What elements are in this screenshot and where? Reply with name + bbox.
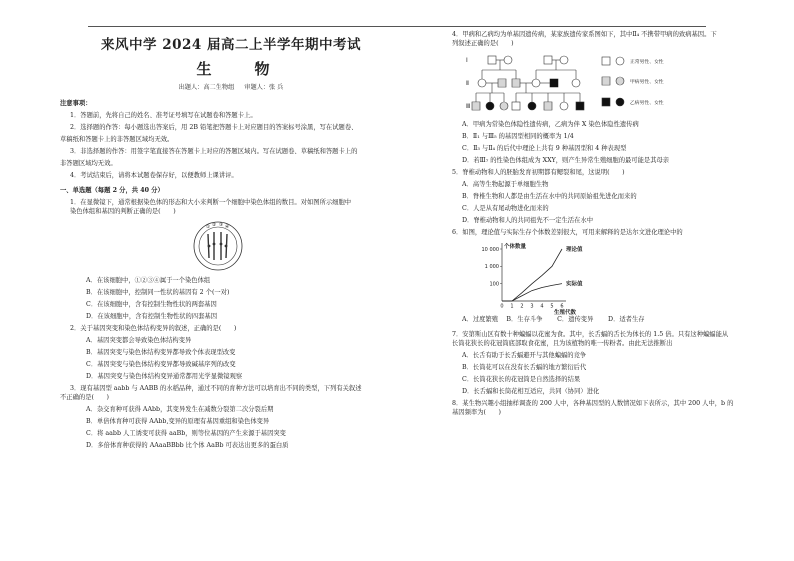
- generation-label: Ⅰ: [466, 57, 468, 64]
- option: C．Ⅱ₃ 与Ⅱ₄ 的后代中理论上共有 9 种基因型和 4 种表现型: [462, 145, 627, 152]
- question-stem: 列叙述正确的是( ): [452, 40, 514, 47]
- option: C．长筒花狭长的花冠筒是自然选择的结果: [462, 376, 581, 383]
- subject-title: 生 物: [196, 60, 284, 78]
- question-stem: 8．某生物兴趣小组抽样调查的 200 人中，各种基因型的人数情况如下表所示，其中 200 人中，b 的: [452, 400, 734, 407]
- option: C．遗传变异: [557, 316, 594, 323]
- right-column: [452, 30, 762, 417]
- x-tick-label: 2: [520, 303, 524, 310]
- option: A．甲病为常染色体隐性遗传病，乙病为伴 X 染色体隐性遗传病: [462, 121, 639, 128]
- option: D．长舌蝠和长筒花相互适应，共同（协同）进化: [462, 388, 600, 395]
- option: A．高等生物起源于单细胞生物: [462, 181, 549, 188]
- generation-label: Ⅱ: [466, 80, 469, 87]
- question-stem: 5．脊椎动物和人的胚胎发育初期都有鳃裂和尾，这说明( ): [452, 169, 625, 176]
- option: B．基因突变与染色体结构变异都导致个体表现型改变: [86, 349, 236, 356]
- cell-label: ②: [212, 223, 217, 228]
- option: A．过度繁殖: [462, 316, 499, 323]
- authors-line: [60, 82, 402, 91]
- x-tick-label: 6: [560, 303, 564, 310]
- left-column: [60, 30, 402, 450]
- legend-label: 甲病男性、女性: [630, 80, 664, 85]
- x-tick-label: 1: [510, 303, 514, 310]
- cell-label: ①: [206, 225, 211, 230]
- option: B．单倍体育种可获得 AAbb,变异的原理有基因重组和染色体变异: [86, 418, 270, 425]
- legend-label: 正常男性、女性: [630, 60, 664, 65]
- question-stem: 7．安第斯山区有数十种蝙蝠以花蜜为食。其中，长舌蝠的舌长为体长的 1.5 倍。只有这种蝙蝠能从: [452, 331, 729, 338]
- option: C．将 aabb 人工诱变可获得 aaBb，则等位基因的产生来源于基因突变: [86, 430, 286, 437]
- option: C．在该细胞中，含有控制生物性状的两套基因: [86, 301, 217, 308]
- population-chart: [452, 237, 762, 315]
- x-tick-label: 4: [540, 303, 544, 310]
- option: D．若Ⅲ₇ 的性染色体组成为 XXY，则产生异常生殖细胞的最可能是其母亲: [462, 157, 670, 164]
- option: A．在该细胞中，①②③④属于一个染色体组: [86, 277, 211, 284]
- y-tick-label: 10 000: [481, 246, 499, 253]
- question-stem: 3．现有基因型 aabb 与 AABB 的水稻品种，通过不同的育种方法可以培育出不同的类型，下列有关叙述: [70, 385, 362, 392]
- top-rule: [88, 26, 706, 27]
- question-stem: 2．关于基因突变和染色体结构变异的叙述，正确的是( ): [70, 325, 237, 332]
- notice-line: 1．答题前，先将自己的姓名、准考证号填写在试题卷和答题卡上。: [70, 112, 257, 119]
- option: D．基因突变与染色体结构变异通常都用光学显微镜观察: [86, 373, 243, 380]
- pedigree-figure: [452, 48, 762, 120]
- option-line: [452, 315, 762, 324]
- y-axis-label: 个体数量: [504, 244, 527, 250]
- x-tick-label: 3: [530, 303, 534, 310]
- notice-line: 2．选择题的作答：每小题选出答案后，用 2B 铅笔把答题卡上对应题目的答案标号涂黑，写在试题卷、: [70, 124, 358, 131]
- option: B．脊椎生物和人都是由生活在水中的共同原始祖先进化而来的: [462, 193, 637, 200]
- option: A．长舌有助于长舌蝠避开与其他蝙蝠的竞争: [462, 352, 587, 359]
- x-axis-label: 生殖代数: [554, 310, 577, 315]
- option: C．基因突变与染色体结构变异都导致碱基序列的改变: [86, 361, 236, 368]
- exam-title: 来风中学 2024 届高二上半学年期中考试: [101, 37, 361, 53]
- option: B．长筒花可以在没有长舌蝠的地方繁衍后代: [462, 364, 587, 371]
- cell-figure: [60, 216, 402, 276]
- x-tick-label: 5: [550, 303, 554, 310]
- question-stem: 染色体组和基因的判断正确的是( ): [70, 208, 176, 215]
- y-tick-label: 1 000: [484, 264, 499, 271]
- setter-label: 出题人：高二生物组: [178, 84, 235, 91]
- option: D．脊椎动物和人的共同祖先不一定生活在水中: [462, 217, 593, 224]
- series-label: 理论值: [566, 247, 583, 253]
- notice-line: 非答题区域均无效。: [60, 160, 117, 167]
- notice-heading: 注意事项：: [60, 100, 92, 107]
- question-stem: 4．甲病和乙病均为单基因遗传病，某家族遗传家系图如下，其中Ⅱ₄ 不携带甲病的致病基因。下: [452, 31, 717, 38]
- reviewer-label: 审题人：张 兵: [244, 84, 284, 91]
- option: D．适者生存: [608, 316, 645, 323]
- notice-line: 3．非选择题的作答：用签字笔直接答在答题卡上对应的答题区域内。写在试题卷、草稿纸和答题卡上的: [70, 148, 358, 155]
- x-tick-label: 0: [500, 303, 504, 310]
- section-heading: 一、单选题（每题 2 分，共 40 分）: [60, 187, 164, 194]
- option: A．杂交育种可获得 AAbb，其变异发生在减数分裂第二次分裂后期: [86, 406, 274, 413]
- cell-label: ③: [219, 223, 224, 228]
- cell-label: ④: [225, 225, 230, 230]
- question-stem: 基因频率为( ): [452, 409, 501, 416]
- y-tick-label: 100: [489, 281, 499, 288]
- actual-line: [502, 284, 562, 301]
- option: D．在该细胞中，含有控制生物性状的四套基因: [86, 313, 217, 320]
- question-stem: 1．在显微镜下，通常根据染色体的形态和大小来判断一个细胞中染色体组的数目。对如图所示细胞中: [70, 199, 352, 206]
- option: C．人是从有尾动物进化而来的: [462, 205, 549, 212]
- option: D．多倍体育种获得的 AAaaBBbb 比个体 AaBb 可表达出更多的蛋白质: [86, 442, 289, 449]
- notice-line: 草稿纸和答题卡上的非答题区域均无效。: [60, 136, 174, 143]
- question-stem: 不正确的是( ): [60, 394, 109, 401]
- series-label: 实际值: [566, 281, 583, 288]
- option: B．生存斗争: [506, 316, 543, 323]
- question-stem: 长筒花狭长的花冠筒底部取食花蜜，且为该植物的唯一传粉者。由此无法推断出: [452, 340, 673, 347]
- legend-label: 乙病男性、女性: [630, 101, 664, 106]
- option: B．Ⅱ₁ 与Ⅲ₅ 的基因型相同的概率为 1/4: [462, 133, 574, 140]
- notice-line: 4．考试结束后，请将本试题卷保存好，以便教师上课讲评。: [70, 172, 238, 179]
- option: B．在该细胞中，控制同一性状的基因有 2 个(一对): [86, 289, 230, 296]
- question-stem: 6．如图，理论值与实际生存个体数差别很大，可用来解释的是达尔文进化理论中的: [452, 229, 683, 236]
- option: A．基因突变都会导致染色体结构变异: [86, 337, 192, 344]
- theory-line: [502, 249, 562, 301]
- generation-label: Ⅲ: [466, 103, 471, 110]
